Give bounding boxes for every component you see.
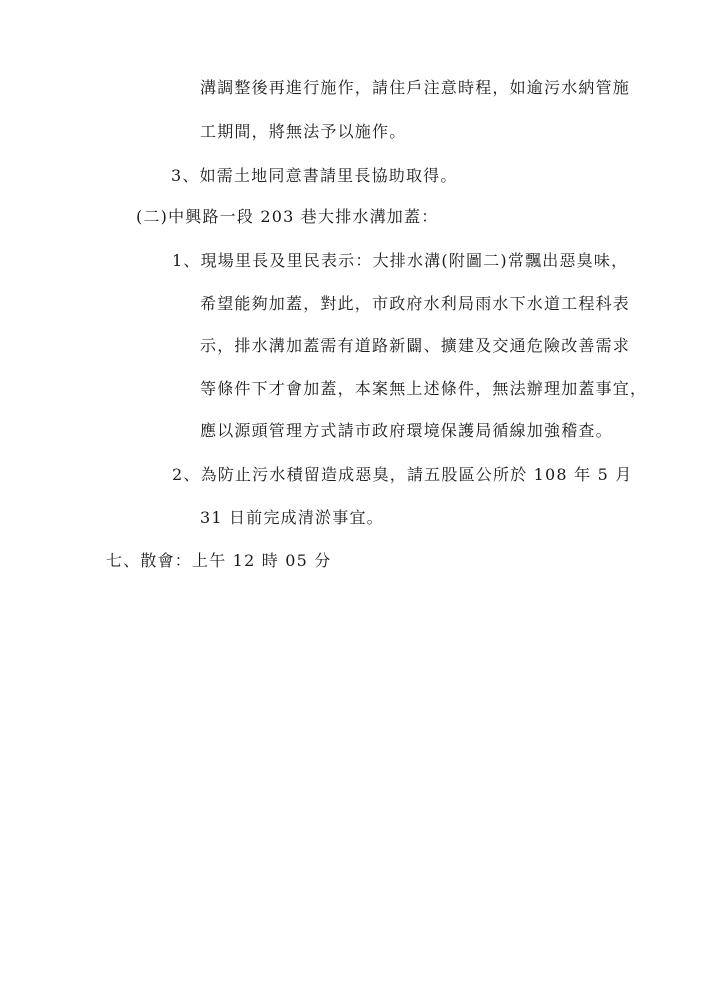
list-item-2: 2、為防止污水積留造成惡臭，請五股區公所於 108 年 5 月 bbox=[172, 465, 633, 484]
paragraph-line-1: 溝調整後再進行施作，請住戶注意時程，如逾污水納管施 bbox=[200, 78, 631, 97]
list-item-3: 3、如需土地同意書請里長協助取得。 bbox=[171, 166, 458, 185]
paragraph-line-11: 31 日前完成清淤事宜。 bbox=[200, 508, 384, 527]
paragraph-line-6: 希望能夠加蓋，對此，市政府水利局雨水下水道工程科表 bbox=[200, 294, 631, 313]
section-heading-2: (二)中興路一段 203 巷大排水溝加蓋： bbox=[136, 207, 439, 226]
paragraph-line-7: 示，排水溝加蓋需有道路新闢、擴建及交通危險改善需求 bbox=[200, 336, 631, 355]
paragraph-line-8: 等條件下才會加蓋，本案無上述條件，無法辦理加蓋事宜， bbox=[200, 379, 648, 398]
paragraph-line-2: 工期間，將無法予以施作。 bbox=[200, 122, 407, 141]
section-heading-7: 七、散會：上午 12 時 05 分 bbox=[106, 551, 332, 570]
paragraph-line-9: 應以源頭管理方式請市政府環境保護局循線加強稽查。 bbox=[200, 421, 613, 440]
list-item-1: 1、現場里長及里民表示：大排水溝(附圖二)常飄出惡臭味， bbox=[172, 251, 629, 270]
